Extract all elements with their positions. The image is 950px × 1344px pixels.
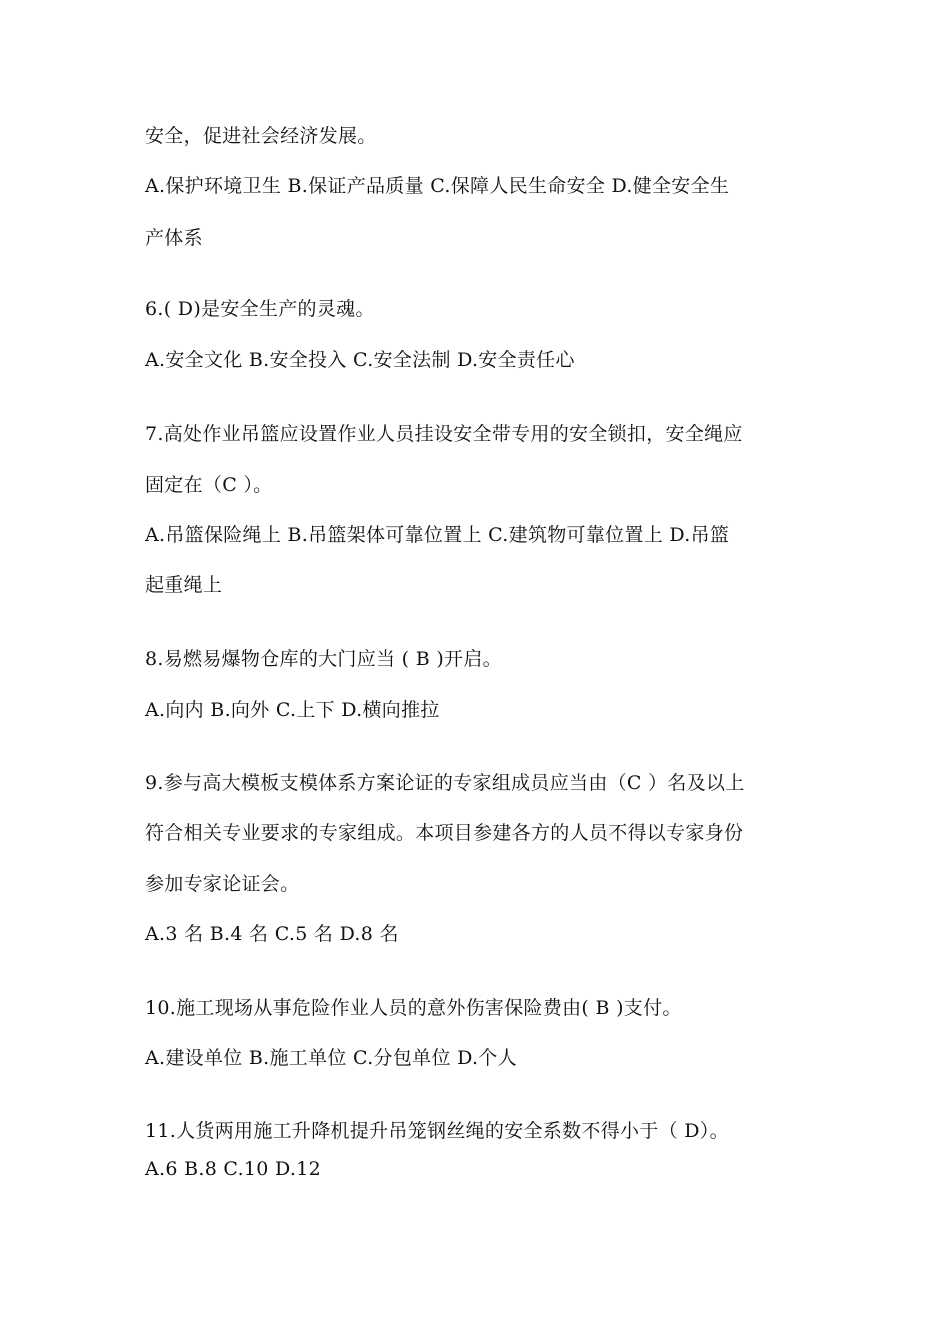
q5-options: A.保护环境卫生 B.保证产品质量 C.保障人民生命安全 D.健全安全生: [145, 175, 730, 197]
q6-text: 6.( D)是安全生产的灵魂。: [145, 298, 375, 320]
q5-text-cont: 安全，促进社会经济发展。: [145, 125, 377, 147]
q11-text: 11.人货两用施工升降机提升吊笼钢丝绳的安全系数不得小于（ D）。: [145, 1120, 729, 1142]
q5-options-cont: 产体系: [145, 227, 203, 249]
q8-text: 8.易燃易爆物仓库的大门应当 ( B )开启。: [145, 648, 502, 670]
q7-options-cont: 起重绳上: [145, 574, 223, 596]
q7-text-cont: 固定在（C ）。: [145, 474, 273, 496]
q11-options: A.6 B.8 C.10 D.12: [145, 1158, 322, 1180]
q10-text: 10.施工现场从事危险作业人员的意外伤害保险费由( B )支付。: [145, 997, 682, 1019]
q9-text-cont2: 参加专家论证会。: [145, 873, 300, 895]
q7-options: A.吊篮保险绳上 B.吊篮架体可靠位置上 C.建筑物可靠位置上 D.吊篮: [145, 524, 730, 546]
q9-text-cont1: 符合相关专业要求的专家组成。本项目参建各方的人员不得以专家身份: [145, 822, 744, 844]
q8-options: A.向内 B.向外 C.上下 D.横向推拉: [145, 699, 440, 721]
q6-options: A.安全文化 B.安全投入 C.安全法制 D.安全责任心: [145, 349, 575, 371]
q10-options: A.建设单位 B.施工单位 C.分包单位 D.个人: [145, 1047, 517, 1069]
q7-text: 7.高处作业吊篮应设置作业人员挂设安全带专用的安全锁扣，安全绳应: [145, 423, 743, 445]
q9-text: 9.参与高大模板支模体系方案论证的专家组成员应当由（C ）名及以上: [145, 772, 745, 794]
q9-options: A.3 名 B.4 名 C.5 名 D.8 名: [145, 923, 399, 945]
